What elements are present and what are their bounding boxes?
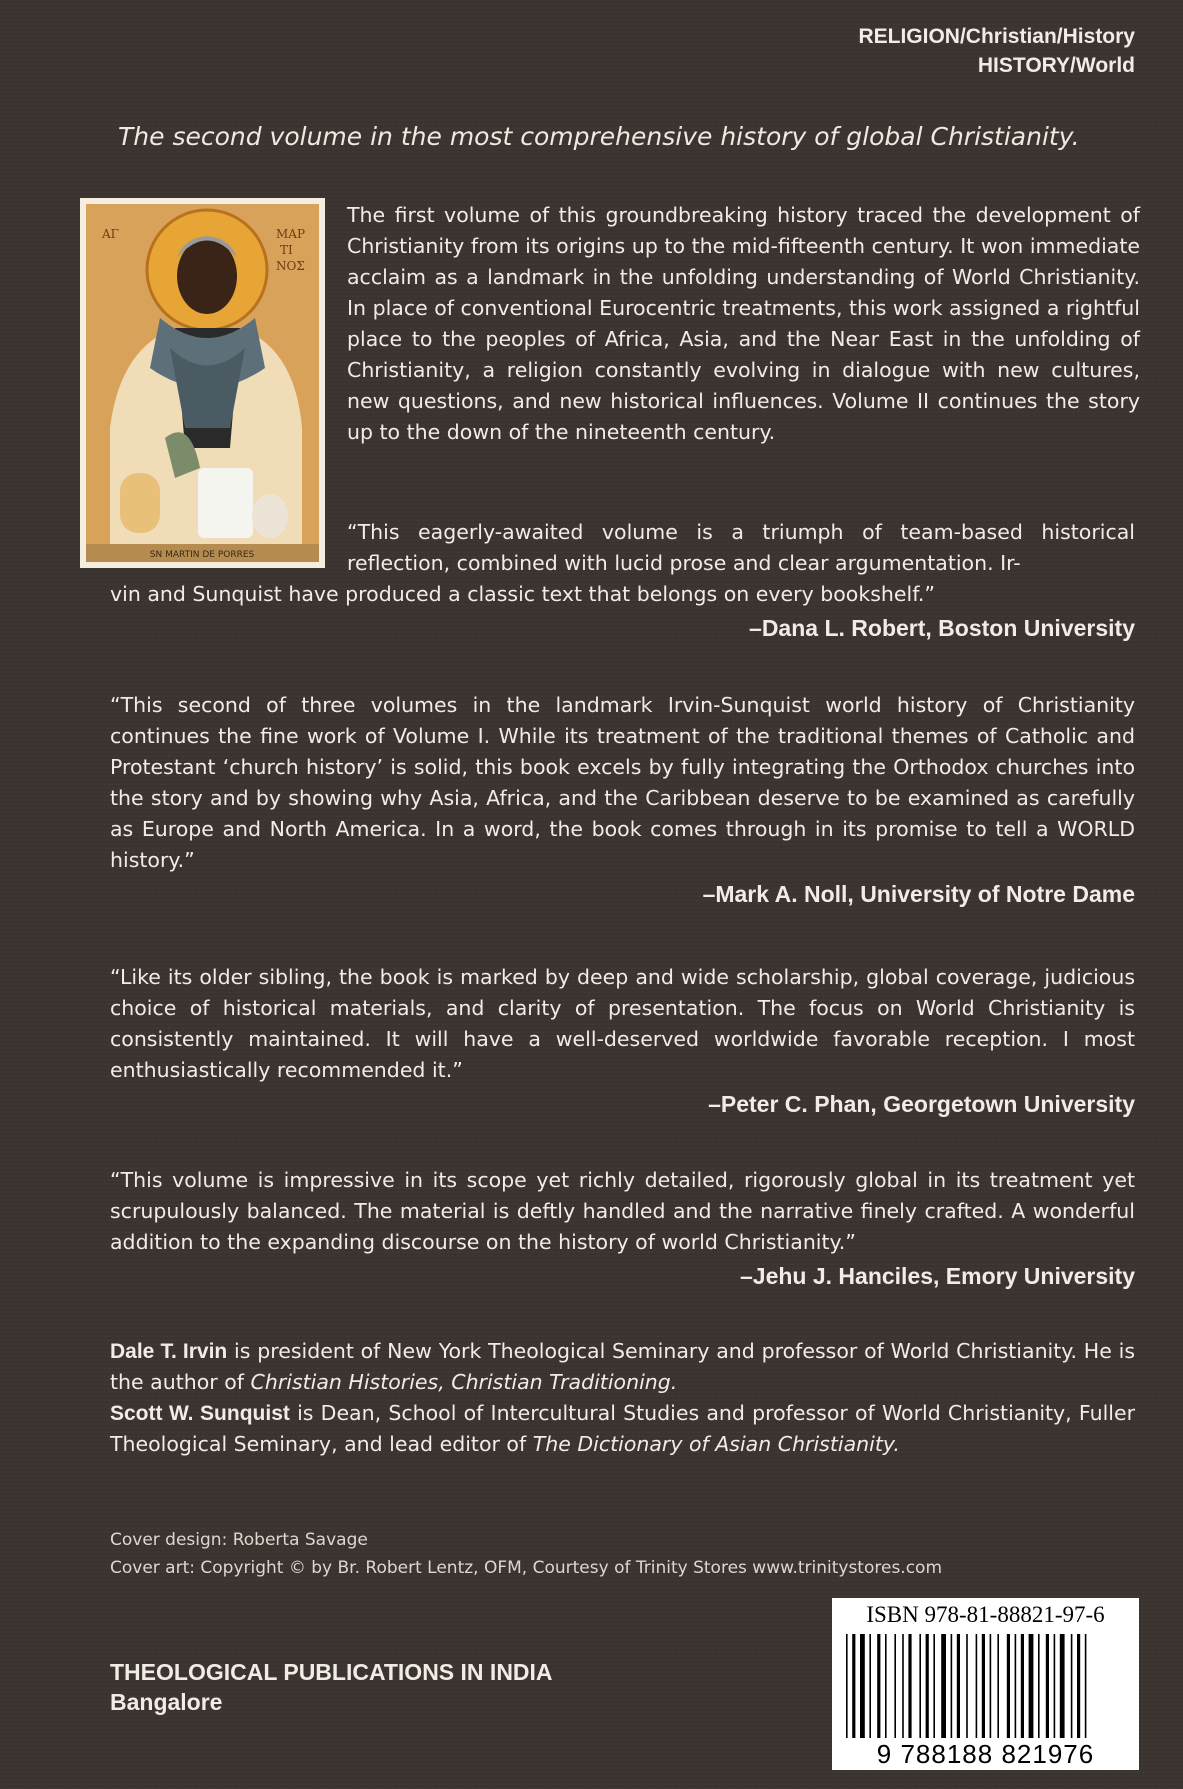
- barcode-bar: [919, 1634, 921, 1738]
- bio-irvin: [110, 1336, 1135, 1398]
- publisher-name: THEOLOGICAL PUBLICATIONS IN INDIA: [110, 1659, 553, 1685]
- barcode-bar: [894, 1634, 896, 1738]
- barcode-bar: [1077, 1634, 1080, 1738]
- subject-categories: [858, 22, 1135, 80]
- bio-text: is Dean, School of Intercultural Studies and professor of World Christianity, Fuller Theological Seminary, and lead editor of: [110, 1401, 1135, 1456]
- barcode-bar: [933, 1634, 935, 1738]
- barcode-bar: [885, 1634, 887, 1738]
- barcode-bar: [990, 1634, 992, 1738]
- isbn-barcode: [832, 1598, 1139, 1770]
- author-bios: [110, 1336, 1135, 1460]
- bio-works: The Dictionary of Asian Christianity.: [532, 1432, 900, 1456]
- cover-art-credit: Cover art: Copyright © by Br. Robert Lentz, OFM, Courtesy of Trinity Stores www.trinitystores.com: [110, 1558, 943, 1578]
- icon-inscription-right-1: ΜΑΡ: [276, 227, 306, 241]
- endorsement-text-end: vin and Sunquist have produced a classic text that belongs on every bookshelf.”: [110, 582, 936, 606]
- icon-inscription-right-3: ΝΟΣ: [276, 259, 305, 273]
- bio-sunquist: [110, 1398, 1135, 1460]
- endorsement-attribution: –Jehu J. Hanciles, Emory University: [739, 1263, 1135, 1289]
- barcode-bar: [877, 1634, 880, 1738]
- endorsement-text-start: “This eagerly-awaited volume is a triumph of team-based historical reflection, combined with lucid prose and clear argumentation. Ir-: [347, 520, 1135, 575]
- barcode-bar: [1038, 1634, 1040, 1738]
- barcode-bar: [1021, 1634, 1024, 1738]
- barcode-digits: 9 788188 821976: [876, 1739, 1095, 1769]
- barcode-bar: [846, 1634, 848, 1738]
- barcode-bar: [951, 1634, 953, 1738]
- endorsement-attribution: –Dana L. Robert, Boston University: [749, 615, 1135, 641]
- barcode-bar: [860, 1634, 865, 1738]
- bio-text: is president of New York Theological Seminary and professor of World Christianity. He is the author of: [110, 1339, 1135, 1394]
- publisher-imprint: [110, 1657, 553, 1717]
- barcode-bar: [997, 1634, 999, 1738]
- barcode-bar: [1029, 1634, 1034, 1738]
- icon-inscription-right-2: ΤΙ: [280, 243, 293, 257]
- endorsement-attribution: –Peter C. Phan, Georgetown University: [708, 1091, 1135, 1117]
- barcode-bar: [852, 1634, 855, 1738]
- barcode-bar: [1071, 1634, 1073, 1738]
- endorsement-text: “This volume is impressive in its scope yet richly detailed, rigorously global in its treatment yet scrupulously balanced. The material is deftly handled and the narrative finely crafted. A wonderful addition to the expanding discourse on the history of world Christianity.”: [110, 1168, 1135, 1254]
- publisher-city: Bangalore: [110, 1689, 223, 1715]
- cover-art-icon: [80, 198, 325, 568]
- barcode-bar: [1046, 1634, 1049, 1738]
- barcode-bar: [908, 1634, 911, 1738]
- endorsement-hanciles: [110, 1165, 1135, 1292]
- endorsement-attribution: –Mark A. Noll, University of Notre Dame: [702, 881, 1135, 907]
- barcode-bar: [1015, 1634, 1017, 1738]
- barcode-bar: [1060, 1634, 1065, 1738]
- face: [177, 238, 237, 314]
- icon-inscription-left: ΑΓ: [102, 227, 119, 241]
- barcode-bar: [982, 1634, 985, 1738]
- author-name: Scott W. Sunquist: [110, 1402, 290, 1425]
- barcode-bar: [976, 1634, 978, 1738]
- saint-icon-illustration: [80, 198, 325, 568]
- book-description: The first volume of this groundbreaking history traced the development of Christianity from its origins up to the mid-fifteenth century. It won immediate acclaim as a landmark in the unfolding understanding of World Christianity. In place of conventional Eurocentric treatments, this work assigned a rightful place to the peoples of Africa, Asia, and the Near East in the unfolding of Christianity, a religion constantly evolving in dialogue with new cultures, new questions, and new historical influences. Volume II continues the story up to the down of the nineteenth century.: [347, 203, 1140, 444]
- cover-credits: [110, 1526, 1110, 1582]
- icon-caption: SN MARTIN DE PORRES: [149, 550, 255, 560]
- cover-design-credit: Cover design: Roberta Savage: [110, 1530, 368, 1550]
- category-history: HISTORY/World: [977, 54, 1135, 77]
- barcode-bar: [926, 1634, 929, 1738]
- tagline: The second volume in the most comprehensive history of global Christianity.: [118, 122, 1080, 151]
- barcode-bar: [941, 1634, 946, 1738]
- endorsement-text: “This second of three volumes in the landmark Irvin-Sunquist world history of Christianity continues the fine work of Volume I. While its treatment of the traditional themes of Catholic and Protestant ‘church history’ is solid, this book excels by fully integrating the Orthodox churches into the story and by showing why Asia, Africa, and the Caribbean deserve to be examined as carefully as Europe and North America. In a word, the book comes through in its promise to tell a WORLD history.”: [110, 693, 1135, 872]
- endorsement-text: “Like its older sibling, the book is marked by deep and wide scholarship, global coverage, judicious choice of historical materials, and clarity of presentation. The focus on World Christianity is consistently maintained. It will have a well-deserved worldwide favorable reception. I most enthusiastically recommended it.”: [110, 965, 1135, 1082]
- category-religion: RELIGION/Christian/History: [858, 25, 1135, 48]
- isbn-number: ISBN 978-81-88821-97-6: [866, 1602, 1105, 1627]
- barcode-bar: [966, 1634, 968, 1738]
- barcode-bar: [957, 1634, 960, 1738]
- endorsement-noll: [110, 690, 1135, 910]
- bio-works: Christian Histories, Christian Traditioning.: [250, 1370, 678, 1394]
- barcode-bar: [869, 1634, 871, 1738]
- endorsement-robert: [110, 517, 1135, 644]
- author-name: Dale T. Irvin: [110, 1340, 228, 1363]
- endorsement-phan: [110, 962, 1135, 1120]
- barcode-bar: [1054, 1634, 1056, 1738]
- barcode-bar: [902, 1634, 904, 1738]
- barcode-bar: [1007, 1634, 1010, 1738]
- barcode-bar: [1085, 1634, 1087, 1738]
